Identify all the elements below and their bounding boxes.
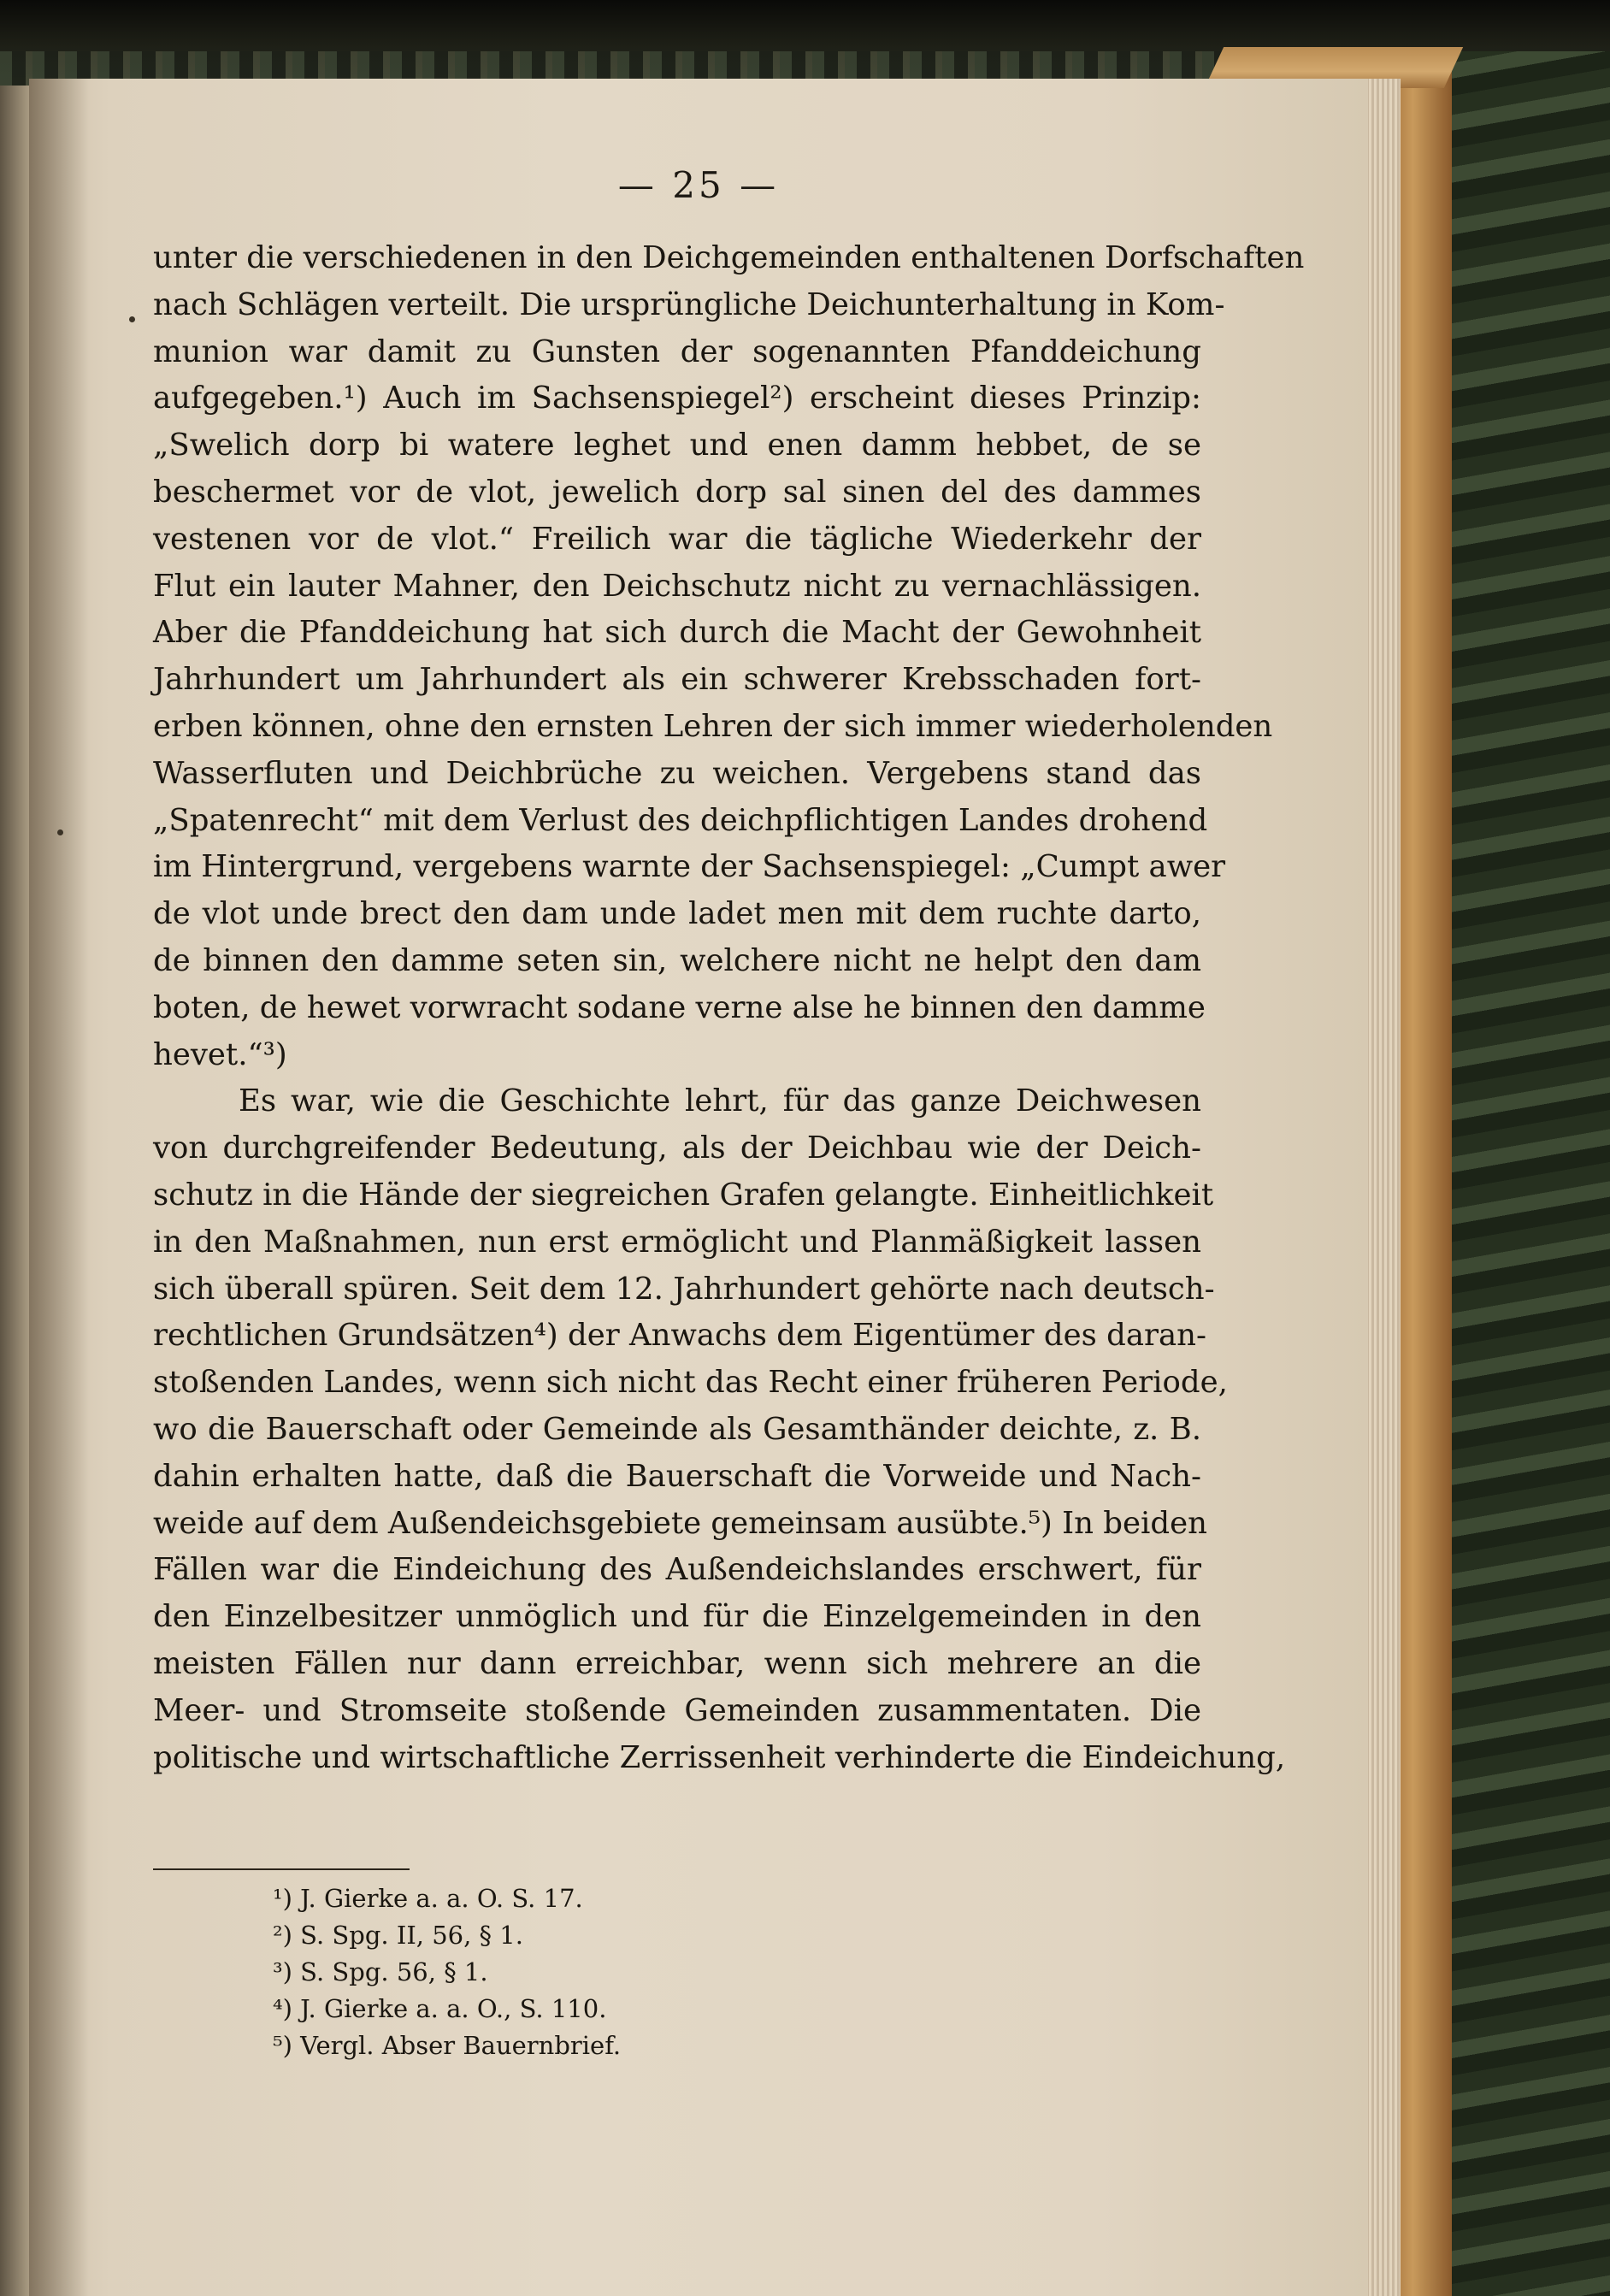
text-line: Aber die Pfanddeichung hat sich durch die Macht der Gewohnheit [153,615,1201,651]
text-line: „Swelich dorp bi watere leghet und enen damm hebbet, de se [153,428,1201,463]
text-line: den Einzelbesitzer unmöglich und für die Einzelgemeinden in den [153,1599,1201,1635]
text-line: stoßenden Landes, wenn sich nicht das Recht einer früheren Periode, [153,1365,1228,1401]
text-line: aufgegeben.¹) Auch im Sachsenspiegel²) erscheint dieses Prinzip: [153,381,1201,416]
paragraph-start-line: Es war, wie die Geschichte lehrt, für das ganze Deichwesen [239,1083,1201,1119]
leather-binding-edge [1392,47,1452,2296]
footnote: ⁵) Vergl. Abser Bauernbrief. [273,2031,622,2060]
text-line: vestenen vor de vlot.“ Freilich war die tägliche Wiederkehr der [153,521,1201,557]
footnote: ³) S. Spg. 56, § 1. [273,1957,488,1986]
text-line: unter die verschiedenen in den Deichgemeinden enthaltenen Dorfschaften [153,240,1305,275]
text-line: wo die Bauerschaft oder Gemeinde als Gesamthänder deichte, z. B. [153,1411,1201,1447]
text-line: schutz in die Hände der siegreichen Grafen gelangte. Einheitlichkeit [153,1177,1214,1213]
text-line: de binnen den damme seten sin, welchere nicht ne helpt den dam [153,942,1201,978]
paragraph-end-line: hevet.“³) [153,1036,287,1072]
text-line: von durchgreifender Bedeutung, als der Deichbau wie der Deich- [153,1130,1201,1166]
text-line: sich überall spüren. Seit dem 12. Jahrhundert gehörte nach deutsch- [153,1271,1215,1307]
text-line: im Hintergrund, vergebens warnte der Sachsenspiegel: „Cumpt awer [153,849,1226,885]
text-line: Fällen war die Eindeichung des Außendeichslandes erschwert, für [153,1552,1201,1588]
text-line: Wasserfluten und Deichbrüche zu weichen. Vergebens stand das [153,755,1201,791]
body-text [153,235,1305,1781]
page-stack-edge [1366,79,1401,2296]
text-line: weide auf dem Außendeichsgebiete gemeinsam ausübte.⁵) In beiden [153,1505,1207,1541]
text-line: rechtlichen Grundsätzen⁴) der Anwachs dem Eigentümer des daran- [153,1318,1206,1354]
paper-page [29,79,1368,2296]
text-line: nach Schlägen verteilt. Die ursprüngliche Deichunterhaltung in Kom- [153,286,1225,322]
footnotes [273,1880,1042,2064]
text-line: Flut ein lauter Mahner, den Deichschutz nicht zu vernachlässigen. [153,568,1201,604]
footnote: ⁴) J. Gierke a. a. O., S. 110. [273,1994,607,2023]
text-line: Jahrhundert um Jahrhundert als ein schwerer Krebsschaden fort- [153,662,1201,698]
footnote-divider [153,1868,410,1870]
margin-speck [129,316,135,322]
text-line: boten, de hewet vorwracht sodane verne alse he binnen den damme [153,989,1206,1025]
text-line: munion war damit zu Gunsten der sogenannten Pfanddeichung [153,333,1201,369]
text-line: dahin erhalten hatte, daß die Bauerschaft die Vorweide und Nach- [153,1458,1201,1494]
margin-speck [57,829,63,835]
page-number: — 25 — [617,164,780,206]
gutter-shadow [29,79,89,2296]
text-line: politische und wirtschaftliche Zerrissenheit verhinderte die Eindeichung, [153,1739,1286,1775]
text-line: „Spatenrecht“ mit dem Verlust des deichpflichtigen Landes drohend [153,802,1208,838]
text-line: meisten Fällen nur dann erreichbar, wenn sich mehrere an die [153,1645,1201,1681]
text-line: erben können, ohne den ernsten Lehren der sich immer wiederholenden [153,708,1273,744]
text-line: beschermet vor de vlot, jewelich dorp sal sinen del des dammes [153,474,1201,510]
text-line: in den Maßnahmen, nun erst ermöglicht und Planmäßigkeit lassen [153,1224,1201,1260]
text-line: Meer- und Stromseite stoßende Gemeinden zusammentaten. Die [153,1692,1201,1728]
text-line: de vlot unde brect den dam unde ladet men mit dem ruchte darto, [153,896,1201,932]
facing-page-edge [0,86,29,2296]
footnote: ¹) J. Gierke a. a. O. S. 17. [273,1884,583,1913]
footnote: ²) S. Spg. II, 56, § 1. [273,1921,523,1950]
